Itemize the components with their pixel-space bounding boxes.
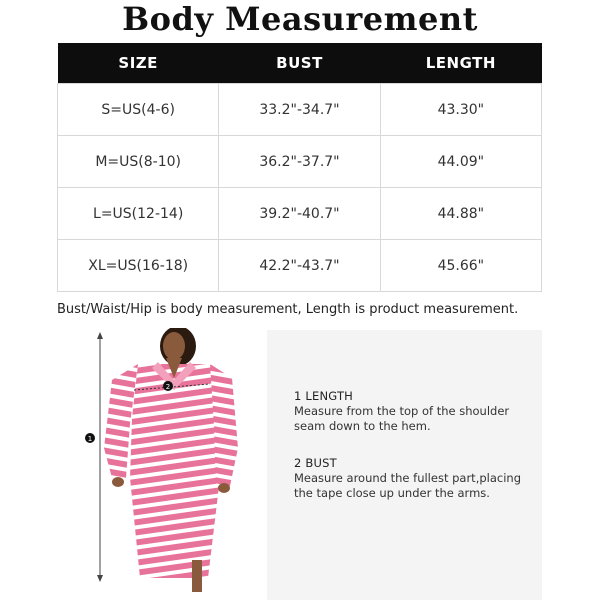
table-row: [58, 84, 542, 136]
cell-bust: 42.2"-43.7": [219, 240, 380, 292]
table-row: [58, 188, 542, 240]
bust-heading: 2 BUST: [294, 456, 337, 470]
cell-length: 44.88": [380, 188, 541, 240]
cell-length: 45.66": [380, 240, 541, 292]
cell-length: 44.09": [380, 136, 541, 188]
dress-body: [130, 364, 220, 578]
cell-size: S=US(4-6): [58, 84, 219, 136]
cell-length: 43.30": [380, 84, 541, 136]
size-chart-table: [57, 43, 542, 292]
length-text-line1: Measure from the top of the shoulder: [294, 404, 510, 418]
face-shape: [163, 332, 185, 360]
table-header-row: [58, 43, 542, 84]
cell-size: L=US(12-14): [58, 188, 219, 240]
table-row: [58, 136, 542, 188]
measurement-note: Bust/Waist/Hip is body measurement, Length is product measurement.: [57, 302, 519, 317]
right-hand: [218, 483, 230, 493]
cell-bust: 33.2"-34.7": [219, 84, 380, 136]
bust-marker-label: 2: [165, 383, 171, 391]
left-hand: [112, 477, 124, 487]
bust-text-line1: Measure around the fullest part,placing: [294, 471, 521, 485]
instructions-panel: [267, 330, 542, 600]
length-heading: 1 LENGTH: [294, 389, 354, 403]
bust-instruction: [294, 456, 521, 501]
table-row: [58, 240, 542, 292]
cell-size: M=US(8-10): [58, 136, 219, 188]
header-bust: BUST: [219, 43, 380, 84]
cell-bust: 36.2"-37.7": [219, 136, 380, 188]
arrow-up-icon: [97, 332, 103, 339]
arrow-down-icon: [97, 575, 103, 582]
page-title: Body Measurement: [122, 0, 478, 38]
cell-bust: 39.2"-40.7": [219, 188, 380, 240]
header-size: SIZE: [58, 43, 219, 84]
bust-text-line2: the tape close up under the arms.: [294, 486, 490, 500]
length-text-line2: seam down to the hem.: [294, 419, 431, 433]
model-figure: [60, 328, 265, 600]
header-length: LENGTH: [380, 43, 541, 84]
leg: [192, 560, 202, 592]
cell-size: XL=US(16-18): [58, 240, 219, 292]
length-marker-label: 1: [87, 435, 93, 443]
length-instruction: [294, 389, 509, 434]
